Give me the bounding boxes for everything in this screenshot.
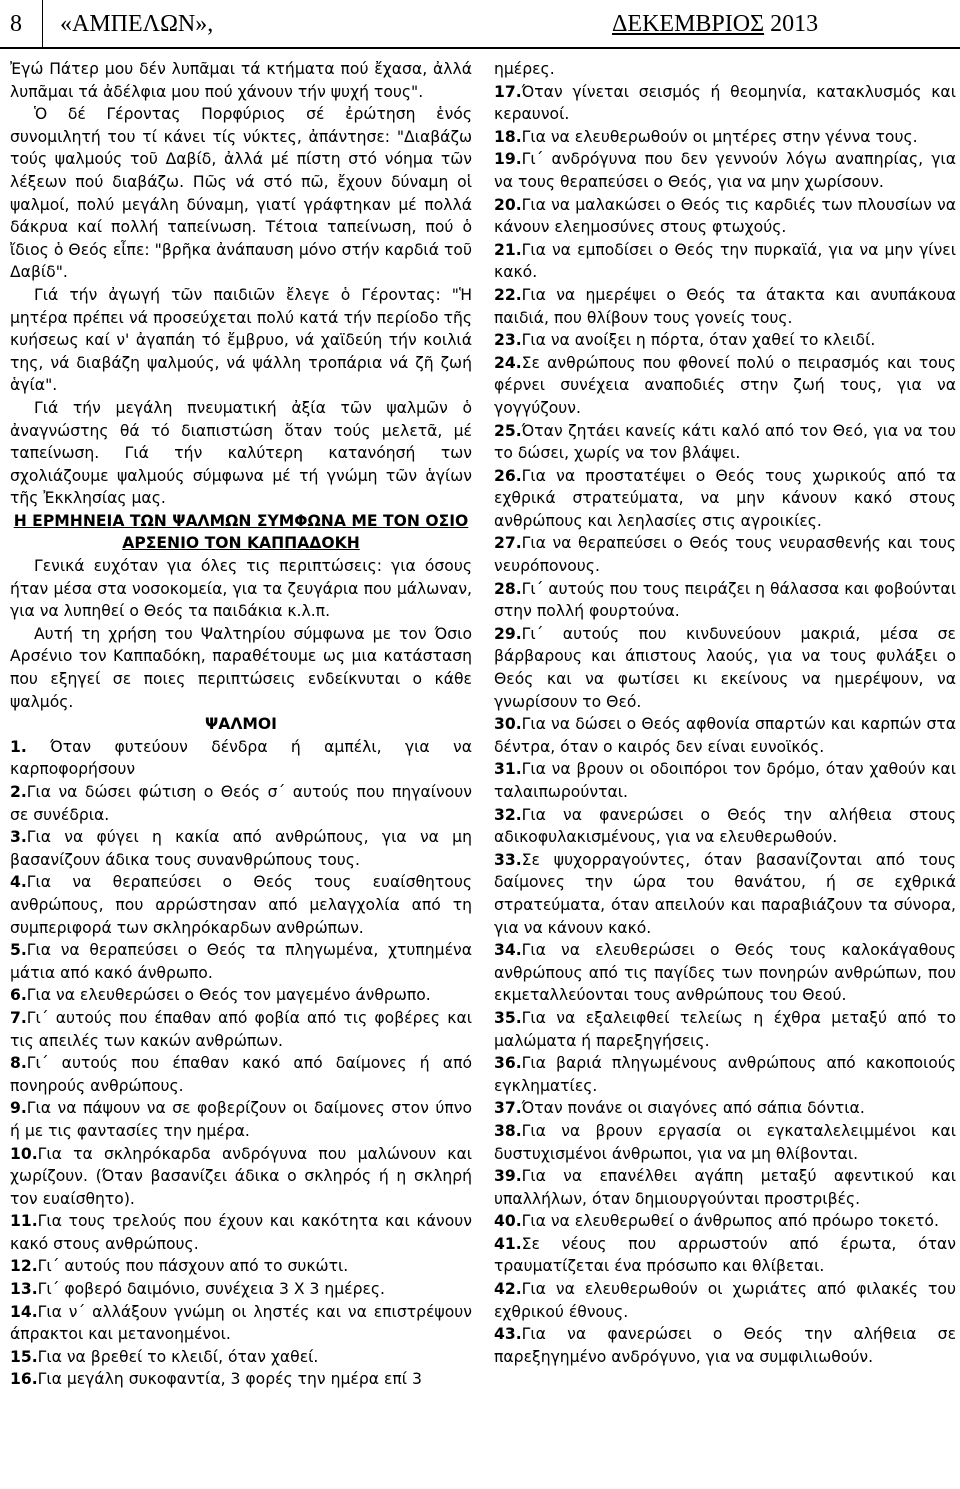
psalm-item [494,420,956,465]
psalm-text: Όταν φυτεύουν δένδρα ή αμπέλι, για να καρποφορήσουν [10,737,472,779]
psalm-item [10,826,472,871]
psalm-number: 10. [10,1144,38,1163]
psalm-text: Για να ελευθερωθεί ο άνθρωπος από πρόωρο τοκετό. [521,1212,939,1231]
psalm-item [494,465,956,533]
psalm-number: 23. [494,331,522,350]
psalm-text: Για να βρουν οι οδοιπόροι τον δρόμο, όταν χαθούν και ταλαιπωρούνται. [494,760,956,801]
psalm-text: Σε ανθρώπους που φθονεί πολύ ο πειρασμός και τους φέρνει συνέχεια αναποδιές στην ζωή τους, για να γογγύζουν. [494,353,956,417]
psalm-item [10,1255,472,1278]
psalm-text: Γι΄ αυτούς που πάσχουν από το συκώτι. [37,1257,349,1276]
psalm-item [10,1143,472,1211]
psalm-text: Για να μαλακώσει ο Θεός τις καρδιές των πλουσίων να κάνουν ελεημοσύνες στους φτωχούς. [494,195,956,237]
psalm-item [10,1346,472,1369]
psalm-text: Σε ψυχορραγούντες, όταν βασανίζονται από τους δαίμονες την ώρα του θανάτου, ή σε εχθρικά στρατεύματα, όταν απειλούν και παραβιάζουν τα σύνορα, για να κάνουν κακό. [494,850,956,937]
psalm-text: Για να ελευθερωθούν οι χωριάτες από φιλακές του εχθρικού έθνους. [494,1280,956,1321]
psalm-text: Για να δώσει φώτιση ο Θεός σ΄ αυτούς που πηγαίνουν σε συνέδρια. [10,783,472,824]
psalm-item [494,1323,956,1368]
article-heading: Η ΕΡΜΗΝΕΙΑ ΤΩΝ ΨΑΛΜΩΝ ΣΥΜΦΩΝΑ ΜΕ ΤΟΝ ΟΣΙΟ ΑΡΣΕΝΙΟ ΤΟΝ ΚΑΠΠΑΔΟΚΗ [13,511,469,553]
psalm-number: 31. [494,760,522,779]
psalm-continuation: ημέρες. [494,60,555,78]
psalm-number: 36. [494,1054,522,1073]
header-rule [0,47,960,49]
psalm-number: 25. [494,421,522,440]
psalm-number: 8. [10,1054,27,1073]
psalm-item [494,1097,956,1120]
header-divider [42,0,43,48]
psalm-item [10,1007,472,1052]
psalm-number: 35. [494,1008,522,1027]
psalm-item [10,1210,472,1255]
psalm-text: Γι΄ αυτούς που έπαθαν κακό από δαίμονες ή από πονηρούς ανθρώπους. [10,1054,472,1095]
psalm-number: 39. [494,1167,522,1186]
page-header [0,0,960,48]
psalm-item [494,578,956,623]
psalm-item [494,1210,956,1233]
right-column [494,58,956,1368]
psalm-item [494,713,956,758]
psalm-number: 22. [494,285,522,304]
psalm-item [494,352,956,420]
psalm-number: 43. [494,1325,522,1344]
psalm-item [494,623,956,713]
issue-month: ΔΕΚΕΜΒΡΙΟΣ [612,11,765,37]
psalm-item [10,736,472,781]
psalm-text: Για να βρεθεί το κλειδί, όταν χαθεί. [37,1347,319,1366]
psalm-item [494,532,956,577]
psalm-number: 16. [10,1370,38,1389]
psalm-number: 7. [10,1008,27,1027]
left-column [10,58,472,1391]
intro-paragraph: Ἐγώ Πάτερ μου δέν λυπᾶμαι τά κτήματα πού ἔχασα, ἀλλά λυπᾶμαι τά ἀδέλφια μου πού χάνουν τήν ψυχή τους". [10,60,472,101]
psalm-number: 12. [10,1257,38,1276]
issue-year: 2013 [770,11,819,37]
issue-date [612,10,818,38]
psalm-number: 30. [494,715,522,734]
psalm-number: 41. [494,1234,522,1253]
psalm-item [494,239,956,284]
psalm-text: Για βαριά πληγωμένους ανθρώπους από κακοποιούς εγκληματίες. [494,1054,956,1095]
psalm-item [494,194,956,239]
psalm-text: Για μεγάλη συκοφαντία, 3 φορές την ημέρα επί 3 [37,1370,422,1389]
psalm-item [10,871,472,939]
psalm-text: Για να εξαλειφθεί τελείως η έχθρα μεταξύ από το μαλώματα ή παρεξηγήσεις. [494,1008,956,1050]
psalm-number: 19. [494,150,522,169]
psalm-number: 15. [10,1347,38,1366]
psalm-text: Για να πάψουν να σε φοβερίζουν οι δαίμονες στον ύπνο ή με τις φαντασίες την ημέρα. [10,1099,472,1140]
psalm-text: Για τα σκληρόκαρδα ανδρόγυνα που μαλώνουν και χωρίζουν. (Όταν βασανίζει άδικα ο σκληρός ή η σκληρή τον ευαίσθητο). [10,1144,472,1208]
psalm-item [494,1007,956,1052]
psalm-number: 4. [10,873,27,892]
intro-paragraph: Ὁ δέ Γέροντας Πορφύριος σέ ἐρώτηση ἑνός συνομιλητή του τί κάνει τίς νύκτες, ἀπάντησε: "Διαβάζω τούς ψαλμούς τοῦ Δαβίδ, ἀλλά μέ πίστη στό νόημα τῶν λέξεων πού διαβάζω. Πῶς νά στό πῶ, ἔχουν δύναμη οἱ ψαλμοί, πολύ μεγάλη δύναμη, γιατί γράφτηκαν μέ πολλά δάκρυα καί πολλή ταπείνωση. Τέτοια ταπείνωση, πού ὁ ἴδιος ὁ Θεός εἶπε: "βρῆκα ἀνάπαυση μόνο στήν καρδιά τοῦ Δαβίδ". [10,105,472,282]
psalm-text: Για να ανοίξει η πόρτα, όταν χαθεί το κλειδί. [521,331,876,350]
psalm-item [494,939,956,1007]
psalm-item [494,804,956,849]
psalm-text: Για να φανερώσει ο Θεός την αλήθεια στους αδικοφυλακισμένους, για να ελευθερωθούν. [494,805,956,847]
psalm-item [494,126,956,149]
psalm-number: 42. [494,1280,522,1299]
psalm-text: Για να θεραπεύσει ο Θεός τα πληγωμένα, χτυπημένα μάτια από κακό άνθρωπο. [10,941,472,982]
psalm-text: Για να ημερέψει ο Θεός τα άτακτα και ανυπάκουα παιδιά, που θλίβουν τους γονείς τους. [494,285,956,327]
psalm-item [10,984,472,1007]
psalm-text: Γι΄ ανδρόγυνα που δεν γεννούν λόγω αναπηρίας, για να τους θεραπεύσει ο Θεός, για να μην χωρίσουν. [494,150,956,191]
psalm-item [10,1368,472,1391]
psalm-text: Για να προστατέψει ο Θεός τους χωρικούς από τα εχθρικά στρατεύματα, να μην κάνουν κακό στους ανθρώπους και λεηλασίες στις αγροικίες. [494,466,956,530]
psalm-text: Για να εμποδίσει ο Θεός την πυρκαϊά, για να μην γίνει κακό. [494,240,956,282]
psalm-text: Για να θεραπεύσει ο Θεός τους νευρασθενής και τους νευρόπονους. [494,534,956,576]
psalm-item [10,1301,472,1346]
psalm-number: 32. [494,805,522,824]
psalm-item [494,1233,956,1278]
psalm-item [494,849,956,939]
psalm-number: 17. [494,82,522,101]
psalm-list-right [494,81,956,1369]
psalm-item [494,1165,956,1210]
psalm-text: Όταν πονάνε οι σιαγόνες από σάπια δόντια. [521,1099,865,1118]
psalm-text: Γι΄ αυτούς που κινδυνεύουν μακριά, μέσα σε βάρβαρους και άπιστους λαούς, για να τους φυλάξει ο Θεός και να φωτίσει κι εκείνους να ημερέψουν, να γνωρίσουν το Θεό. [494,624,956,711]
psalm-item [494,81,956,126]
psalm-text: Σε νέους που αρρωστούν από έρωτα, όταν τραυματίζεται ένα πρόσωπο και θλίβεται. [494,1234,956,1276]
psalm-text: Για να βρουν εργασία οι εγκαταλελειμμένοι και δυστυχισμένοι άνθρωποι, για να μη θλίβονται. [494,1121,956,1163]
psalm-text: Για να θεραπεύσει ο Θεός τους ευαίσθητους ανθρώπους, που αρρώστησαν από μελαγχολία από τη συμπεριφορά των σκληρόκαρδων ανθρώπων. [10,873,472,937]
psalm-number: 33. [494,850,522,869]
psalm-text: Γι΄ φοβερό δαιμόνιο, συνέχεια 3 Χ 3 ημέρες. [37,1280,386,1299]
psalm-number: 40. [494,1212,522,1231]
body-paragraph: Αυτή τη χρήση του Ψαλτηρίου σύμφωνα με τον Όσιο Αρσένιο τον Καππαδόκη, παραθέτουμε ως μια κατάσταση που εξηγεί σε ποιες περιπτώσεις ενδείκνυται ο κάθε ψαλμός. [10,624,472,711]
psalm-item [10,1278,472,1301]
psalm-number: 38. [494,1121,522,1140]
psalm-item [494,284,956,329]
psalm-number: 9. [10,1099,27,1118]
psalm-text: Γι΄ αυτούς που έπαθαν από φοβία από τις φοβέρες και τις απειλές των κακών ανθρώπων. [10,1008,472,1050]
psalm-number: 21. [494,240,522,259]
psalm-item [494,1278,956,1323]
psalm-text: Για να φανερώσει ο Θεός την αλήθεια σε παρεξηγημένο ανδρόγυνο, για να συμφιλιωθούν. [494,1325,956,1366]
psalm-item [10,1052,472,1097]
psalm-text: Όταν ζητάει κανείς κάτι καλό από τον Θεό, για να του το δώσει, χωρίς να τον βλάψει. [494,421,956,463]
publication-title: «ΑΜΠΕΛΩΝ», [60,11,214,37]
psalm-item [10,939,472,984]
psalm-number: 37. [494,1099,522,1118]
psalm-list-left [10,736,472,1391]
psalm-text: Για ν΄ αλλάξουν γνώμη οι ληστές και να επιστρέψουν άπρακτοι και μετανοημένοι. [10,1302,472,1344]
psalm-number: 2. [10,783,27,801]
psalm-item [494,148,956,193]
psalm-number: 18. [494,127,522,146]
psalm-number: 1. [10,737,27,756]
psalm-number: 24. [494,353,522,372]
psalm-number: 14. [10,1302,38,1321]
psalm-number: 26. [494,466,522,485]
psalm-item [494,1120,956,1165]
psalm-item [494,758,956,803]
psalm-number: 5. [10,941,27,960]
psalm-text: Για να ελευθερωθούν οι μητέρες στην γέννα τους. [521,127,918,146]
psalm-number: 3. [10,828,27,847]
psalm-item [494,1052,956,1097]
psalm-text: Για να ελευθερώσει ο Θεός τους καλοκάγαθους ανθρώπους από τις παγίδες των πονηρών ανθρώπων, που εκμεταλλεύονται τους ανθρώπους του Θεού. [494,941,956,1005]
psalms-heading: ΨΑΛΜΟΙ [205,715,277,734]
psalm-number: 27. [494,534,522,553]
psalm-number: 29. [494,624,522,643]
psalm-text: Για τους τρελούς που έχουν και κακότητα και κάνουν κακό στους ανθρώπους. [10,1212,472,1253]
body-paragraph: Γενικά ευχόταν για όλες τις περιπτώσεις: για όσους ήταν μέσα στα νοσοκομεία, για τα ζευγάρια που μάλωναν, για να λυπηθεί ο Θεός τα παιδάκια κ.λ.π. [10,557,472,621]
psalm-text: Γι΄ αυτούς που τους πειράζει η θάλασσα και φοβούνται στην πολλή φουρτούνα. [494,579,956,621]
psalm-number: 28. [494,579,522,598]
psalm-item [10,1097,472,1142]
psalm-number: 6. [10,986,27,1005]
psalm-text: Για να δώσει ο Θεός αφθονία σπαρτών και καρπών στα δέντρα, όταν ο καιρός δεν είναι ευνοϊκός. [494,715,956,756]
psalm-text: Για να ελευθερώσει ο Θεός τον μαγεμένο άνθρωπο. [26,986,431,1005]
psalm-text: Για να επανέλθει αγάπη μεταξύ αφεντικού και υπαλλήλων, όταν δημιουργούνται προστριβές. [494,1167,956,1208]
psalm-number: 20. [494,195,522,214]
intro-paragraph: Γιά τήν ἀγωγή τῶν παιδιῶν ἔλεγε ὁ Γέροντας: "Ἡ μητέρα πρέπει νά προσεύχεται πολύ κατά τήν περίοδο τῆς κυήσεως καί ν' ἀγαπάη τό ἔμβρυο, νά χαϊδεύη τήν κοιλιά της, νά διαβάζη ψαλμούς, νά ψάλλη τροπάρια νά ζῆ ζωή ἁγία". [10,285,472,395]
page-number: 8 [10,11,22,37]
psalm-item [10,781,472,826]
psalm-text: Όταν γίνεται σεισμός ή θεομηνία, κατακλυσμός και κεραυνοί. [494,82,956,124]
psalm-number: 11. [10,1212,38,1231]
psalm-text: Για να φύγει η κακία από ανθρώπους, για να μη βασανίζουν άδικα τους συνανθρώπους τους. [10,828,472,869]
psalm-number: 13. [10,1280,38,1299]
psalm-number: 34. [494,941,522,960]
intro-paragraph: Γιά τήν μεγάλη πνευματική ἀξία τῶν ψαλμῶν ὁ ἀναγνώστης θά τό διαπιστώση ὅταν τούς μελετᾶ, μέ ταπείνωση. Γιά τήν καλύτερη κατανόησή των σχολιάζουμε ψαλμούς σύμφωνα μέ τή γνώμη τῶν ἁγίων τῆς Ἐκκλησίας μας. [10,398,472,508]
psalm-item [494,329,956,352]
